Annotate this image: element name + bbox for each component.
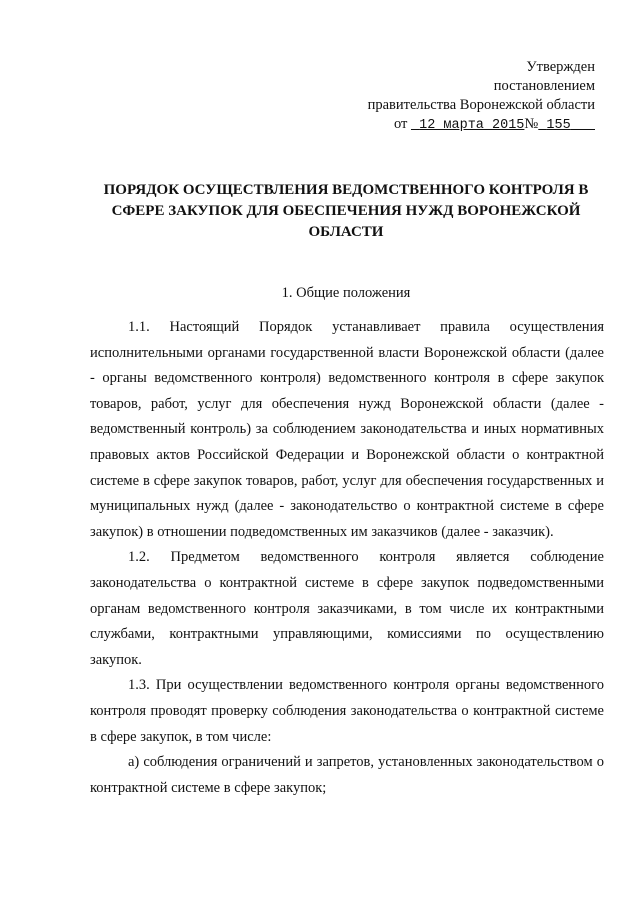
- approval-stamp: [368, 58, 595, 135]
- document-body: [90, 315, 604, 801]
- paragraph-1-1: 1.1. Настоящий Порядок устанавливает правила осуществления исполнительными органами государственной власти Воронежской области (далее - органы ведомственного контроля) ведомственного контроля в сфере закупок товаров, работ, услуг для обеспечения нужд Воронежской области (далее - ведомственный контроль) за соблюдением законодательства и иных нормативных правовых актов Российской Федерации и Воронежской области о контрактной системе в сфере закупок товаров, работ, услуг для обеспечения государственных и муниципальных нужд (далее - законодательство о контрактной системе в сфере закупок) в отношении подведомственных им заказчиков (далее - заказчик).: [90, 319, 604, 540]
- paragraph-1-3: 1.3. При осуществлении ведомственного контроля органы ведомственного контроля проводят проверку соблюдения законодательства о контрактной системе в сфере закупок, в том числе:: [90, 677, 604, 745]
- document-title: ПОРЯДОК ОСУЩЕСТВЛЕНИЯ ВЕДОМСТВЕННОГО КОНТРОЛЯ В СФЕРЕ ЗАКУПОК ДЛЯ ОБЕСПЕЧЕНИЯ НУЖД ВОРОНЕЖСКОЙ ОБЛАСТИ: [103, 182, 589, 240]
- approval-number: 155: [546, 118, 571, 133]
- paragraph-1-2: 1.2. Предметом ведомственного контроля является соблюдение законодательства о контрактной системе в сфере закупок подведомственными органам ведомственного контроля заказчиками, в том числе их контрактными службами, контрактными управляющими, комиссиями по осуществлению закупок.: [90, 549, 604, 668]
- approval-date: 12 марта 2015: [419, 118, 525, 133]
- approval-date-prefix: от: [393, 116, 408, 132]
- list-item-a: а) соблюдения ограничений и запретов, установленных законодательством о контрактной системе в сфере закупок;: [90, 754, 604, 796]
- approval-line-resolution: постановлением: [493, 78, 595, 94]
- section-heading: 1. Общие положения: [281, 285, 411, 301]
- approval-number-label: №: [524, 116, 539, 132]
- approval-line-approved: Утвержден: [526, 59, 595, 75]
- approval-line-government: правительства Воронежской области: [367, 97, 595, 113]
- approval-date-line: [368, 115, 595, 135]
